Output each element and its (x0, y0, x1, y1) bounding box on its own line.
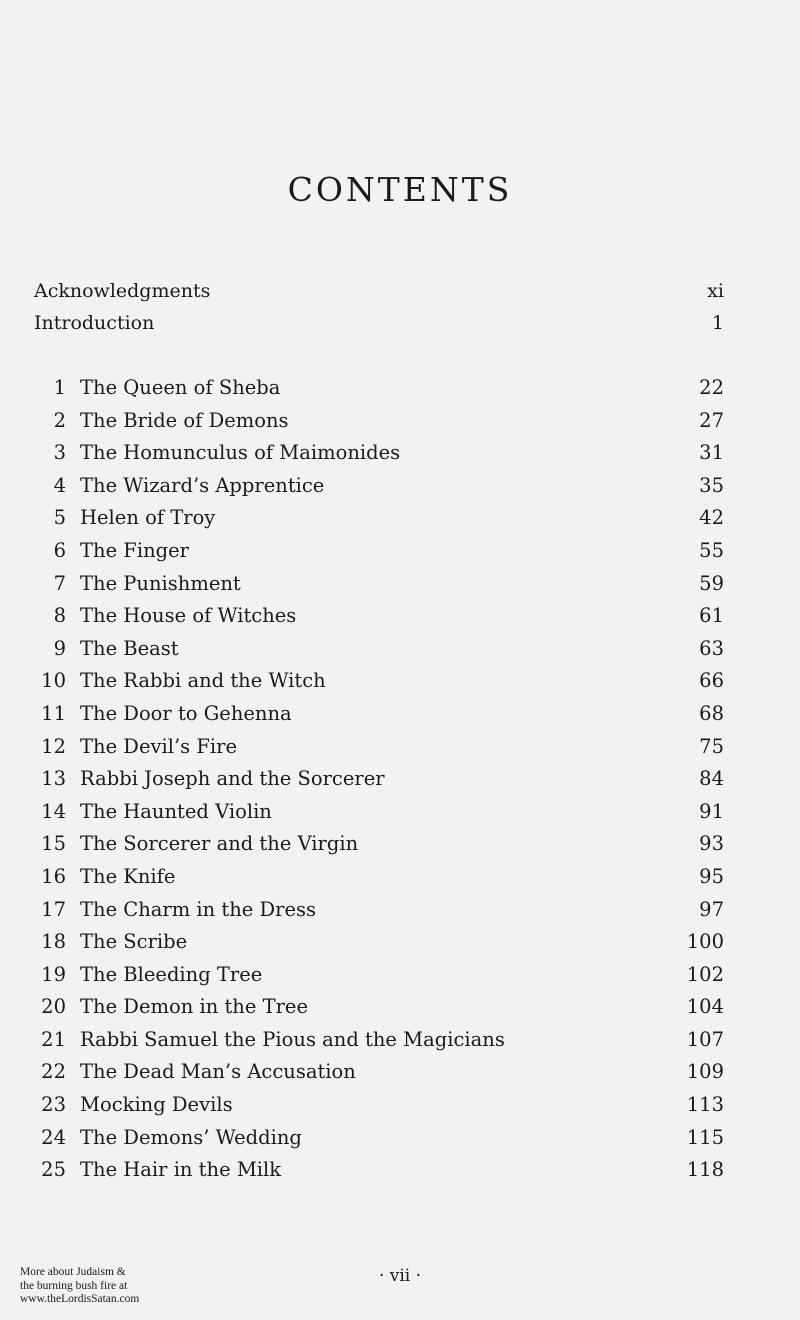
chapter-row (34, 604, 724, 637)
chapter-title: The Hair in the Milk (80, 1158, 282, 1182)
chapter-title-group (34, 930, 187, 953)
chapter-row (34, 506, 724, 539)
chapter-row (34, 898, 724, 931)
chapter-page: 91 (699, 799, 724, 823)
chapter-number: 20 (41, 995, 66, 1019)
chapter-title-group (34, 572, 241, 595)
chapter-number: 16 (41, 864, 66, 888)
chapter-page: 102 (686, 962, 724, 986)
chapter-title-group (34, 1028, 505, 1051)
front-matter-page: 1 (711, 312, 724, 334)
front-matter-row (34, 312, 724, 344)
front-matter-list (34, 280, 724, 344)
chapter-number: 19 (41, 962, 66, 986)
chapter-title: The Homunculus of Maimonides (80, 441, 401, 465)
chapter-title-group (34, 376, 280, 399)
chapter-row (34, 963, 724, 996)
chapter-row (34, 800, 724, 833)
chapter-title: The Demon in the Tree (80, 995, 309, 1019)
chapter-title: Rabbi Joseph and the Sorcerer (80, 767, 385, 791)
chapter-title: The Queen of Sheba (80, 376, 281, 399)
chapter-number: 22 (41, 1060, 66, 1084)
chapter-title: The Beast (80, 636, 179, 660)
chapter-title-group (34, 1158, 281, 1181)
chapter-page: 84 (699, 767, 724, 791)
chapter-page: 115 (686, 1125, 724, 1149)
chapter-number: 6 (53, 538, 66, 562)
chapter-number: 14 (41, 799, 66, 823)
chapter-page: 113 (686, 1093, 724, 1117)
chapter-row (34, 1093, 724, 1126)
chapter-title-group (34, 702, 292, 725)
chapter-row (34, 702, 724, 735)
footer-note-line: More about Judaism & (20, 1266, 126, 1278)
chapter-row (34, 539, 724, 572)
chapter-list (34, 376, 724, 1191)
front-matter-label: Introduction (34, 312, 155, 334)
chapter-title-group (34, 963, 262, 986)
chapter-title: The Door to Gehenna (80, 701, 292, 725)
chapter-title: Mocking Devils (80, 1093, 233, 1117)
chapter-row (34, 832, 724, 865)
chapter-page: 63 (699, 636, 724, 660)
chapter-title: The Bleeding Tree (80, 962, 263, 986)
chapter-number: 2 (53, 408, 66, 432)
chapter-page: 55 (699, 538, 724, 562)
chapter-row (34, 441, 724, 474)
chapter-row (34, 735, 724, 768)
chapter-page: 109 (686, 1060, 724, 1084)
chapter-title-group (34, 898, 316, 921)
chapter-page: 100 (686, 930, 724, 954)
chapter-title: Helen of Troy (80, 506, 216, 530)
page-title: CONTENTS (287, 170, 513, 209)
chapter-number: 15 (41, 832, 66, 856)
chapter-number: 17 (41, 897, 66, 921)
chapter-page: 104 (686, 995, 724, 1019)
chapter-row (34, 637, 724, 670)
chapter-title: The House of Witches (80, 604, 297, 628)
chapter-page: 107 (686, 1027, 724, 1051)
chapter-page: 66 (699, 669, 724, 693)
chapter-row (34, 409, 724, 442)
chapter-title: The Scribe (80, 930, 188, 954)
chapter-row (34, 376, 724, 409)
chapter-title-group (34, 800, 272, 823)
chapter-number: 5 (53, 506, 66, 530)
chapter-row (34, 930, 724, 963)
chapter-number: 4 (53, 473, 66, 497)
chapter-row (34, 572, 724, 605)
chapter-title: The Wizard’s Apprentice (80, 473, 325, 497)
chapter-row (34, 767, 724, 800)
chapter-number: 3 (53, 441, 66, 465)
chapter-page: 118 (686, 1158, 724, 1182)
footer-note-line: www.theLordisSatan.com (20, 1293, 140, 1305)
chapter-page: 27 (699, 408, 724, 432)
chapter-title-group (34, 995, 308, 1018)
chapter-title-group (34, 1126, 302, 1149)
chapter-title: The Devil’s Fire (80, 734, 237, 758)
chapter-row (34, 1060, 724, 1093)
chapter-title-group (34, 669, 326, 692)
chapter-number: 10 (41, 669, 66, 693)
page-number: · vii · (378, 1266, 422, 1286)
chapter-title-group (34, 506, 215, 529)
chapter-title-group (34, 441, 400, 464)
chapter-title-group (34, 604, 296, 627)
chapter-title: The Haunted Violin (80, 799, 272, 823)
chapter-number: 18 (41, 930, 66, 954)
chapter-title: The Bride of Demons (80, 408, 289, 432)
chapter-title: The Rabbi and the Witch (80, 669, 326, 693)
chapter-title: The Finger (80, 538, 189, 562)
chapter-number: 9 (53, 636, 66, 660)
chapter-title-group (34, 539, 189, 562)
chapter-title-group (34, 1060, 356, 1083)
chapter-title-group (34, 832, 358, 855)
chapter-number: 25 (41, 1158, 66, 1182)
footer-note-line: the burning bush fire at (20, 1279, 128, 1292)
chapter-number: 21 (41, 1027, 66, 1051)
chapter-title: The Punishment (80, 571, 241, 595)
chapter-page: 59 (699, 571, 724, 595)
chapter-title: The Demons’ Wedding (80, 1125, 302, 1149)
chapter-title-group (34, 735, 237, 758)
chapter-row (34, 1126, 724, 1159)
chapter-row (34, 474, 724, 507)
chapter-title-group (34, 1093, 233, 1116)
chapter-page: 22 (699, 376, 724, 399)
chapter-row (34, 1158, 724, 1191)
chapter-page: 35 (699, 473, 724, 497)
chapter-page: 97 (699, 897, 724, 921)
chapter-page: 93 (699, 832, 724, 856)
chapter-title-group (34, 409, 289, 432)
chapter-title: The Dead Man’s Accusation (80, 1060, 356, 1084)
chapter-page: 42 (699, 506, 724, 530)
chapter-title-group (34, 474, 324, 497)
chapter-title: The Knife (80, 864, 176, 888)
chapter-row (34, 1028, 724, 1061)
front-matter-page: xi (707, 280, 724, 302)
chapter-number: 23 (41, 1093, 66, 1117)
front-matter-row (34, 280, 724, 312)
front-matter-label: Acknowledgments (34, 280, 211, 302)
chapter-number: 1 (53, 376, 66, 399)
chapter-title: The Charm in the Dress (80, 897, 317, 921)
chapter-number: 13 (41, 767, 66, 791)
chapter-number: 11 (41, 701, 66, 725)
chapter-page: 31 (699, 441, 724, 465)
chapter-number: 12 (41, 734, 66, 758)
chapter-title: Rabbi Samuel the Pious and the Magicians (80, 1027, 505, 1051)
chapter-number: 8 (53, 604, 66, 628)
chapter-number: 7 (53, 571, 66, 595)
chapter-page: 75 (699, 734, 724, 758)
chapter-page: 68 (699, 701, 724, 725)
chapter-row (34, 669, 724, 702)
chapter-title: The Sorcerer and the Virgin (80, 832, 359, 856)
chapter-page: 61 (699, 604, 724, 628)
chapter-row (34, 995, 724, 1028)
chapter-row (34, 865, 724, 898)
chapter-title-group (34, 767, 385, 790)
chapter-title-group (34, 865, 175, 888)
chapter-title-group (34, 637, 179, 660)
chapter-number: 24 (41, 1125, 66, 1149)
chapter-page: 95 (699, 864, 724, 888)
